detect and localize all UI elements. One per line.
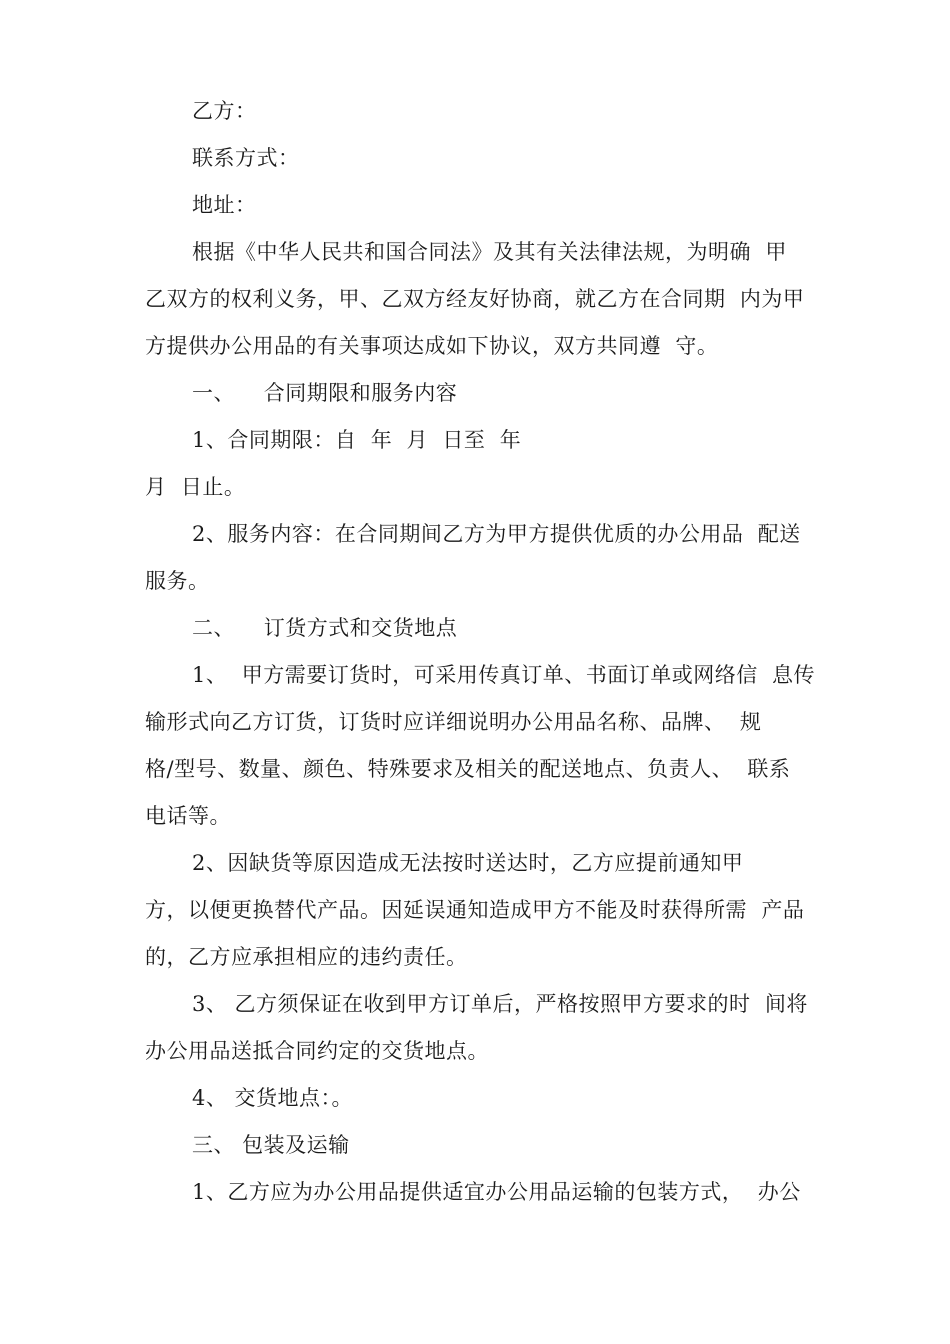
clause-2-1-line-2: 输形式向乙方订货，订货时应详细说明办公用品名称、品牌、 规 [145,710,762,734]
clause-2-1-line-4: 电话等。 [145,804,231,828]
clause-1-1-line-1: 1、合同期限：自 年 月 日至 年 [192,428,522,452]
address-label: 地址： [192,193,257,217]
clause-1-2-line-2: 服务。 [145,569,210,593]
preamble-line-3: 方提供办公用品的有关事项达成如下协议，双方共同遵 守。 [145,334,719,358]
section-heading-1: 一、 合同期限和服务内容 [192,381,458,405]
section-heading-2: 二、 订货方式和交货地点 [192,616,458,640]
clause-2-2-line-3: 的，乙方应承担相应的违约责任。 [145,945,468,969]
clause-3-1-line-1: 1、乙方应为办公用品提供适宜办公用品运输的包装方式， 办公 [192,1180,801,1204]
party-b-label: 乙方： [192,99,257,123]
clause-1-2-line-1: 2、服务内容：在合同期间乙方为甲方提供优质的办公用品 配送 [192,522,801,546]
clause-2-1-line-3: 格/型号、数量、颜色、特殊要求及相关的配送地点、负责人、 联系 [145,757,791,781]
clause-2-3-line-1: 3、 乙方须保证在收到甲方订单后，严格按照甲方要求的时 间将 [192,992,808,1016]
clause-1-1-line-2: 月 日止。 [145,475,246,499]
clause-2-2-line-2: 方，以便更换替代产品。因延误通知造成甲方不能及时获得所需 产品 [145,898,805,922]
section-heading-3: 三、 包装及运输 [192,1133,350,1157]
contact-label: 联系方式： [192,146,300,170]
preamble-line-1: 根据《中华人民共和国合同法》及其有关法律法规，为明确 甲 [192,240,787,264]
clause-2-2-line-1: 2、因缺货等原因造成无法按时送达时，乙方应提前通知甲 [192,851,744,875]
preamble-line-2: 乙双方的权利义务，甲、乙双方经友好协商，就乙方在合同期 内为甲 [145,287,805,311]
clause-2-4-line-1: 4、 交货地点：。 [192,1086,354,1110]
clause-2-3-line-2: 办公用品送抵合同约定的交货地点。 [145,1039,489,1063]
clause-2-1-line-1: 1、 甲方需要订货时，可采用传真订单、书面订单或网络信 息传 [192,663,816,687]
